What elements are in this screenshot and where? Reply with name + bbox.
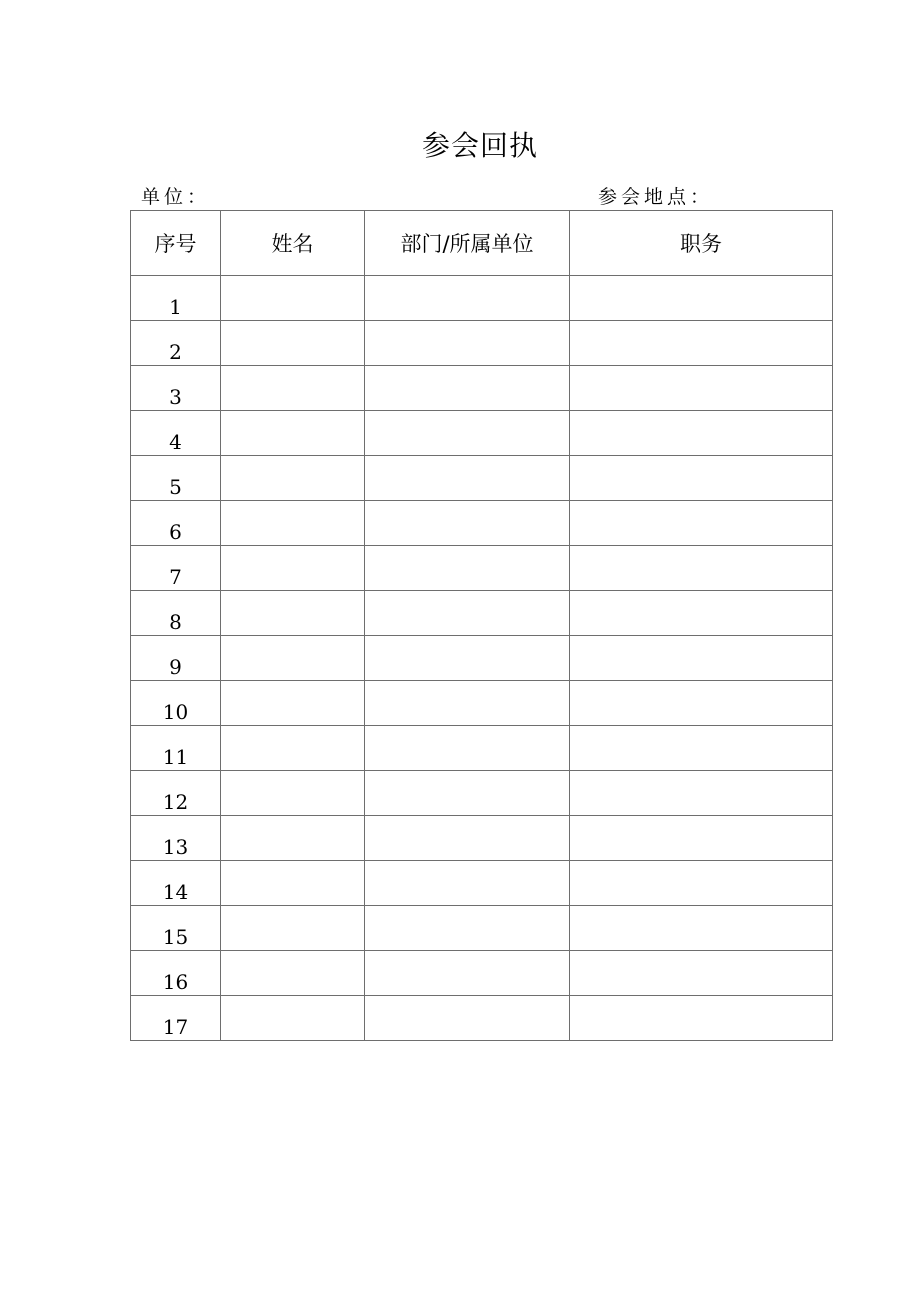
- row-serial-number: 6: [131, 501, 221, 546]
- row-department-cell[interactable]: [365, 681, 570, 726]
- row-name-cell[interactable]: [221, 501, 365, 546]
- row-serial-number: 13: [131, 816, 221, 861]
- row-serial-number: 9: [131, 636, 221, 681]
- row-department-cell[interactable]: [365, 906, 570, 951]
- row-serial-number: 7: [131, 546, 221, 591]
- row-department-cell[interactable]: [365, 546, 570, 591]
- row-position-cell[interactable]: [570, 996, 833, 1041]
- row-name-cell[interactable]: [221, 411, 365, 456]
- row-department-cell[interactable]: [365, 636, 570, 681]
- row-serial-number: 4: [131, 411, 221, 456]
- row-department-cell[interactable]: [365, 501, 570, 546]
- row-position-cell[interactable]: [570, 366, 833, 411]
- table-row: [131, 816, 833, 861]
- header-row: [131, 211, 833, 276]
- row-department-cell[interactable]: [365, 726, 570, 771]
- row-name-cell[interactable]: [221, 816, 365, 861]
- row-position-cell[interactable]: [570, 456, 833, 501]
- row-serial-number: 8: [131, 591, 221, 636]
- row-position-cell[interactable]: [570, 501, 833, 546]
- row-serial-number: 12: [131, 771, 221, 816]
- row-department-cell[interactable]: [365, 276, 570, 321]
- row-department-cell[interactable]: [365, 321, 570, 366]
- row-department-cell[interactable]: [365, 861, 570, 906]
- page-title: 参会回执: [421, 129, 538, 162]
- attendee-table: [130, 210, 833, 1041]
- row-department-cell[interactable]: [365, 816, 570, 861]
- row-serial-number: 1: [131, 276, 221, 321]
- row-name-cell[interactable]: [221, 681, 365, 726]
- table-row: [131, 771, 833, 816]
- row-position-cell[interactable]: [570, 681, 833, 726]
- header-name: 姓名: [221, 211, 365, 276]
- row-position-cell[interactable]: [570, 726, 833, 771]
- table-row: [131, 906, 833, 951]
- row-position-cell[interactable]: [570, 591, 833, 636]
- row-department-cell[interactable]: [365, 951, 570, 996]
- row-serial-number: 17: [131, 996, 221, 1041]
- table-row: [131, 726, 833, 771]
- table-row: [131, 681, 833, 726]
- table-row: [131, 276, 833, 321]
- table-row: [131, 636, 833, 681]
- row-department-cell[interactable]: [365, 996, 570, 1041]
- row-serial-number: 2: [131, 321, 221, 366]
- table-body: [131, 276, 833, 1041]
- row-position-cell[interactable]: [570, 861, 833, 906]
- table-row: [131, 996, 833, 1041]
- table-row: [131, 591, 833, 636]
- row-position-cell[interactable]: [570, 816, 833, 861]
- row-serial-number: 15: [131, 906, 221, 951]
- header-position: 职务: [570, 211, 833, 276]
- row-position-cell[interactable]: [570, 636, 833, 681]
- row-serial-number: 5: [131, 456, 221, 501]
- header-department: 部门/所属单位: [365, 211, 570, 276]
- table-row: [131, 456, 833, 501]
- header-serial-number: 序号: [131, 211, 221, 276]
- row-position-cell[interactable]: [570, 411, 833, 456]
- row-name-cell[interactable]: [221, 276, 365, 321]
- table-header: [131, 211, 833, 276]
- row-department-cell[interactable]: [365, 366, 570, 411]
- row-name-cell[interactable]: [221, 771, 365, 816]
- row-department-cell[interactable]: [365, 411, 570, 456]
- row-name-cell[interactable]: [221, 726, 365, 771]
- table-row: [131, 366, 833, 411]
- row-department-cell[interactable]: [365, 591, 570, 636]
- row-serial-number: 14: [131, 861, 221, 906]
- table-row: [131, 951, 833, 996]
- row-name-cell[interactable]: [221, 591, 365, 636]
- row-name-cell[interactable]: [221, 996, 365, 1041]
- row-position-cell[interactable]: [570, 771, 833, 816]
- table-row: [131, 321, 833, 366]
- row-name-cell[interactable]: [221, 906, 365, 951]
- row-name-cell[interactable]: [221, 456, 365, 501]
- row-name-cell[interactable]: [221, 951, 365, 996]
- row-name-cell[interactable]: [221, 321, 365, 366]
- unit-label: 单位：: [141, 186, 211, 208]
- row-position-cell[interactable]: [570, 321, 833, 366]
- row-department-cell[interactable]: [365, 771, 570, 816]
- row-serial-number: 11: [131, 726, 221, 771]
- row-name-cell[interactable]: [221, 636, 365, 681]
- row-name-cell[interactable]: [221, 366, 365, 411]
- row-position-cell[interactable]: [570, 906, 833, 951]
- row-serial-number: 16: [131, 951, 221, 996]
- row-position-cell[interactable]: [570, 276, 833, 321]
- table-row: [131, 861, 833, 906]
- row-name-cell[interactable]: [221, 546, 365, 591]
- row-name-cell[interactable]: [221, 861, 365, 906]
- row-serial-number: 3: [131, 366, 221, 411]
- row-serial-number: 10: [131, 681, 221, 726]
- table-row: [131, 546, 833, 591]
- venue-label: 参会地点：: [598, 186, 714, 208]
- row-department-cell[interactable]: [365, 456, 570, 501]
- table-row: [131, 411, 833, 456]
- row-position-cell[interactable]: [570, 951, 833, 996]
- row-position-cell[interactable]: [570, 546, 833, 591]
- table-row: [131, 501, 833, 546]
